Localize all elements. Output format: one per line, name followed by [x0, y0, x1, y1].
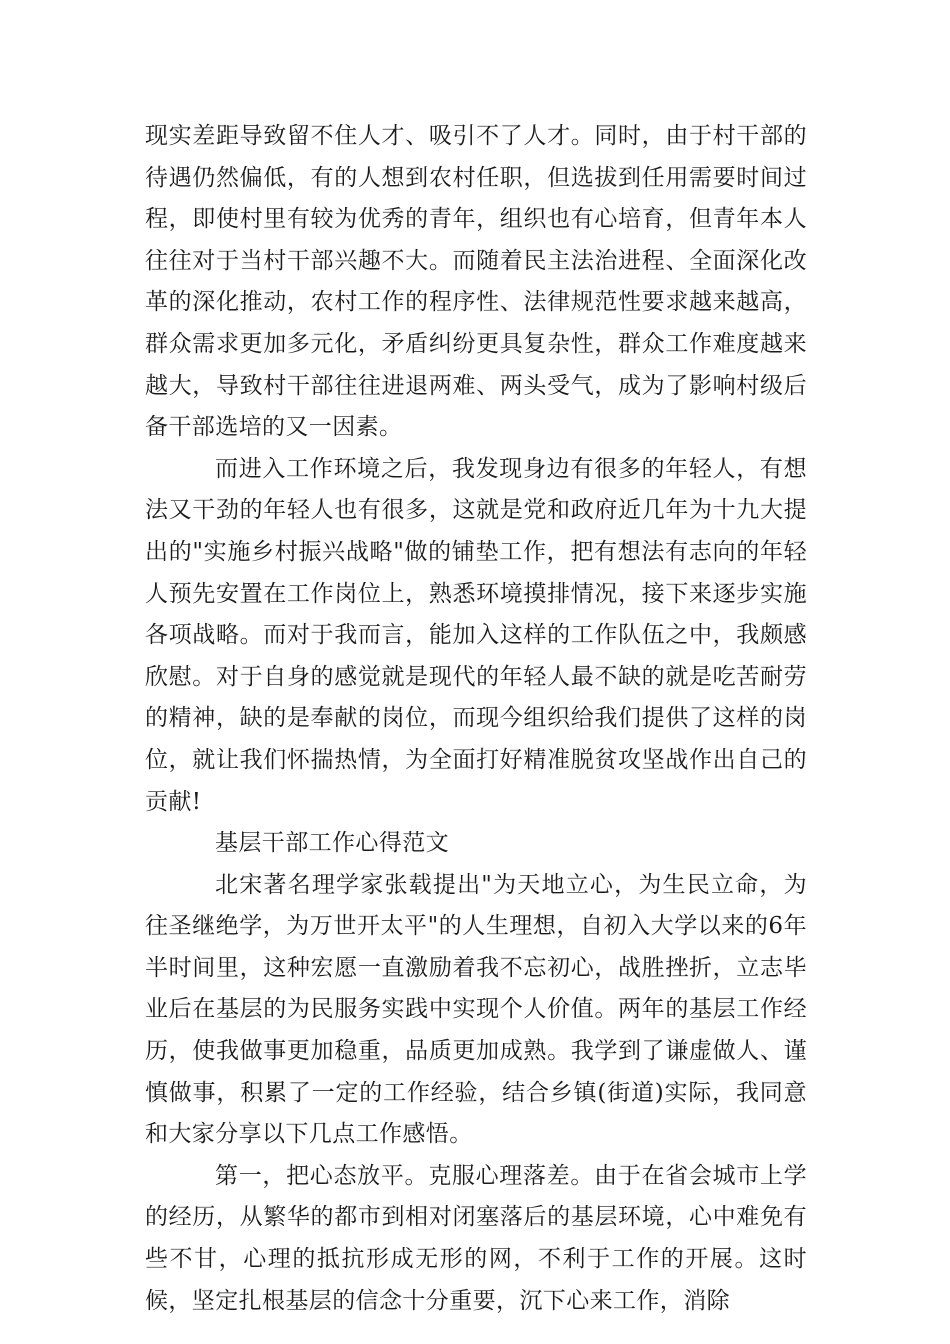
- section-heading: 基层干部工作心得范文: [215, 830, 449, 857]
- document-body: [145, 116, 807, 1322]
- paragraph-continuation: 现实差距导致留不住人才、吸引不了人才。同时，由于村干部的待遇仍然偏低，有的人想到农村任职，但选拔到任用需要时间过程，即使村里有较为优秀的青年，组织也有心培育，但青年本人往往对于当村干部兴趣不大。而随着民主法治进程、全面深化改革的深化推动，农村工作的程序性、法律规范性要求越来越高，群众需求更加多元化，矛盾纠纷更具复杂性，群众工作难度越来越大，导致村干部往往进退两难、两头受气，成为了影响村级后备干部选培的又一因素。: [145, 123, 807, 441]
- paragraph-first-point: 第一，把心态放平。克服心理落差。由于在省会城市上学的经历，从繁华的都市到相对闭塞落后的基层环境，心中难免有些不甘，心理的抵抗形成无形的网，不利于工作的开展。这时候，坚定扎根基层的信念十分重要，沉下心来工作，消除: [145, 1162, 807, 1314]
- paragraph-work-environment: 而进入工作环境之后，我发现身边有很多的年轻人，有想法又干劲的年轻人也有很多，这就是党和政府近几年为十九大提出的"实施乡村振兴战略"做的铺垫工作，把有想法有志向的年轻人预先安置在工作岗位上，熟悉环境摸排情况，接下来逐步实施各项战略。而对于我而言，能加入这样的工作队伍之中，我颇感欣慰。对于自身的感觉就是现代的年轻人最不缺的就是吃苦耐劳的精神，缺的是奉献的岗位，而现今组织给我们提供了这样的岗位，就让我们怀揣热情，为全面打好精准脱贫攻坚战作出自己的贡献!: [145, 455, 807, 815]
- paragraph-zhang-zai: 北宋著名理学家张载提出"为天地立心，为生民立命，为往圣继绝学，为万世开太平"的人生理想，自初入大学以来的6年半时间里，这种宏愿一直激励着我不忘初心，战胜挫折，立志毕业后在基层的为民服务实践中实现个人价值。两年的基层工作经历，使我做事更加稳重，品质更加成熟。我学到了谦虚做人、谨慎做事，积累了一定的工作经验，结合乡镇(街道)实际，我同意和大家分享以下几点工作感悟。: [145, 871, 807, 1148]
